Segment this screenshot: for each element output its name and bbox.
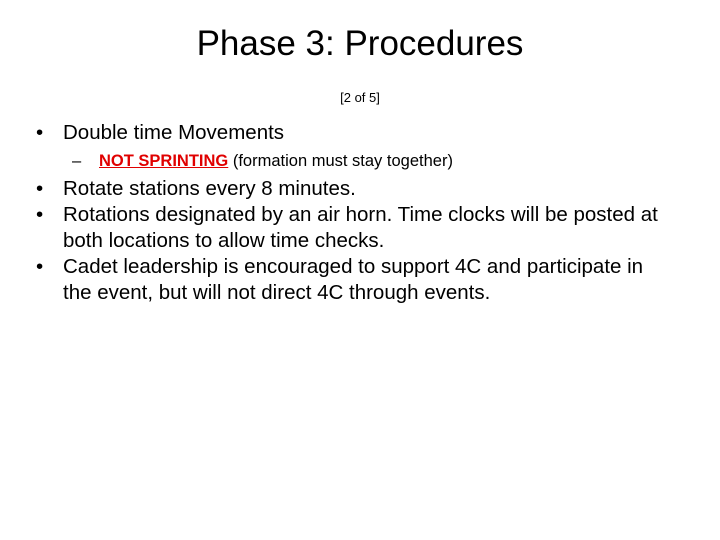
bullet-item-air-horn — [36, 202, 676, 254]
bullet-marker: • — [36, 177, 44, 200]
bullet-marker: • — [36, 121, 44, 144]
sub-bullet-item-not-sprinting — [36, 150, 676, 172]
slide-title: Phase 3: Procedures — [196, 24, 524, 63]
bullet-text: Rotate stations every 8 minutes. — [63, 177, 356, 200]
bullet-text: Double time Movements — [63, 121, 285, 144]
bullet-item-double-time — [36, 120, 676, 146]
slide-subtitle: [2 of 5] — [340, 90, 380, 105]
bullet-item-cadet-leadership — [36, 254, 676, 306]
bullet-text: Rotations designated by an air horn. Time clocks will be posted at both locations to allow time checks. — [63, 203, 658, 252]
sub-bullet-marker: – — [72, 152, 82, 170]
emphasis-text: NOT SPRINTING — [99, 152, 229, 170]
bullet-list — [36, 120, 676, 306]
bullet-item-rotate-stations — [36, 176, 676, 202]
bullet-marker: • — [36, 255, 44, 278]
sub-bullet-text: (formation must stay together) — [228, 152, 453, 170]
bullet-marker: • — [36, 203, 44, 226]
bullet-text: Cadet leadership is encouraged to support 4C and participate in the event, but will not direct 4C through events. — [63, 255, 644, 304]
